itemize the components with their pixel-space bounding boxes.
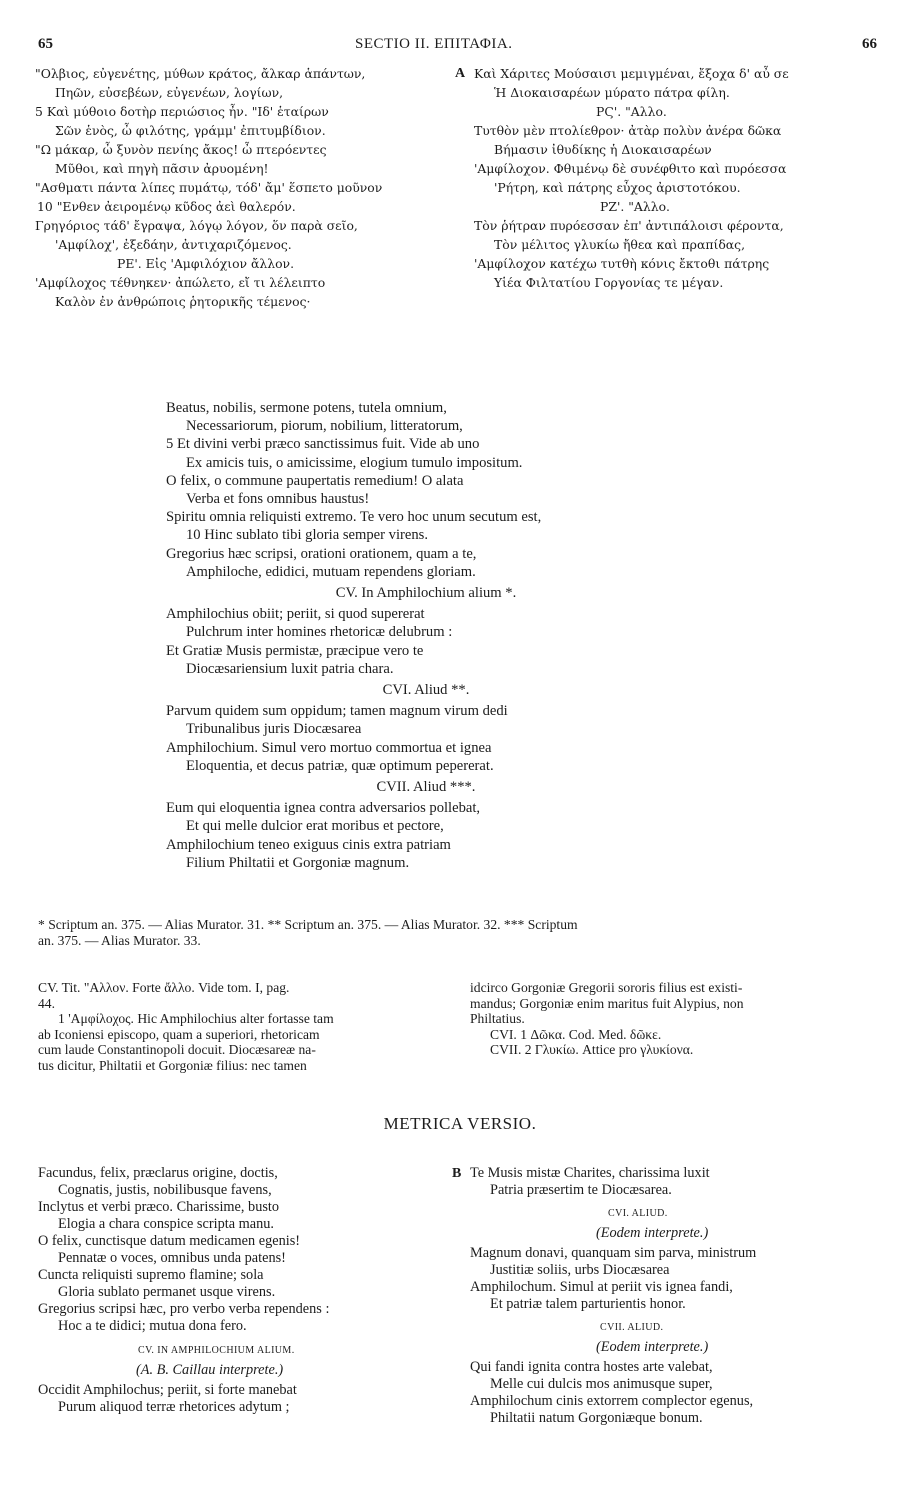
greek-line: 5 Καὶ μύθοιο δοτὴρ περιώσιος ἦν. "Ιδ' ἑταίρων xyxy=(35,104,329,119)
metrica-line: O felix, cunctisque datum medicamen egenis! xyxy=(38,1233,301,1249)
metrica-heading-cvii: CVII. ALIUD. xyxy=(600,1322,664,1333)
latin-line: Filium Philtatii et Gorgoniæ magnum. xyxy=(186,854,410,871)
metrica-line: Purum aliquod terræ rhetorices adytum ; xyxy=(58,1399,290,1415)
metrica-heading-cvi: CVI. ALIUD. xyxy=(608,1208,668,1219)
metrica-line: Hoc a te didici; mutua dona fero. xyxy=(58,1318,247,1334)
metrica-line: Te Musis mistæ Charites, charissima luxit xyxy=(470,1165,710,1181)
metrica-line: Justitiæ soliis, urbs Diocæsarea xyxy=(490,1262,670,1278)
metrica-line: Gloria sublato permanet usque virens. xyxy=(58,1284,276,1300)
latin-line: 5 Et divini verbi præco sanctissimus fuit. Vide ab uno xyxy=(166,436,480,453)
metrica-line: Patria præsertim te Diocæsarea. xyxy=(490,1182,672,1198)
latin-line: Et qui melle dulcior erat moribus et pectore, xyxy=(186,818,444,835)
latin-line: Verba et fons omnibus haustus! xyxy=(186,491,370,508)
metrica-title: METRICA VERSIO. xyxy=(383,1114,537,1133)
greek-line: "Ασθματι πάντα λίπες πυμάτῳ, τόδ' ἄμ' ἕσπετο μοῦνον xyxy=(35,180,383,195)
metrica-heading-cv: CV. IN AMPHILOCHIUM ALIUM. xyxy=(138,1345,295,1356)
latin-line: Eum qui eloquentia ignea contra adversarios pollebat, xyxy=(166,800,481,817)
metrica-line: Et patriæ talem parturientis honor. xyxy=(490,1296,686,1312)
latin-line: Beatus, nobilis, sermone potens, tutela omnium, xyxy=(166,400,447,416)
latin-translation xyxy=(166,399,686,872)
greek-line: Τὸν ῥήτραν πυρόεσσαν ἐπ' ἀντιπάλοισι φέροντα, xyxy=(474,218,784,233)
latin-line: Amphiloche, edidici, mutuam rependens gloriam. xyxy=(186,563,476,580)
notes-left xyxy=(38,980,334,1073)
greek-line: Τυτθὸν μὲν πτολίεθρον· ἀτὰρ πολὺν ἀνέρα δῶκα xyxy=(474,123,782,138)
footnote-scriptum xyxy=(38,917,578,948)
greek-line: Καλὸν ἐν ἀνθρώποις ῥητορικῆς τέμενος· xyxy=(55,294,311,309)
note-line: 44. xyxy=(38,995,55,1011)
metrica-line: Elogia a chara conspice scripta manu. xyxy=(58,1216,274,1232)
greek-line: Βήμασιν ἰθυδίκης ἡ Διοκαισαρέων xyxy=(494,142,712,157)
latin-line: 10 Hinc sublato tibi gloria semper virens. xyxy=(186,527,428,544)
metrica-interp: (Eodem interprete.) xyxy=(596,1339,709,1355)
greek-line: Γρηγόριος τάδ' ἔγραψα, λόγῳ λόγον, ὅν παρὰ σεῖο, xyxy=(35,218,358,233)
latin-line: O felix, o commune paupertatis remedium! O alata xyxy=(166,472,464,489)
poem-heading-rz: ΡΖ'. "Αλλο. xyxy=(600,199,670,214)
note-line: CVII. 2 Γλυκίω. Attice pro γλυκίονα. xyxy=(490,1042,694,1057)
metrica-line: Amphilochum cinis extorrem complector egenus, xyxy=(470,1393,754,1409)
greek-line: Μῦθοι, καὶ πηγὴ πᾶσιν ἀρυομένη! xyxy=(55,161,269,176)
greek-line: "Ω μάκαρ, ὦ ξυνὸν πενίης ἄκος! ὦ πτερόεντες xyxy=(35,142,327,157)
note-line: cum laude Constantinopoli docuit. Diocæsareæ na- xyxy=(38,1042,316,1057)
metrica-line: Magnum donavi, quanquam sim parva, ministrum xyxy=(470,1245,757,1261)
latin-line: Ex amicis tuis, o amicissime, elogium tumulo impositum. xyxy=(186,454,523,471)
greek-right-column xyxy=(474,64,789,292)
metrica-line: Gregorius scripsi hæc, pro verbo verba rependens : xyxy=(38,1301,330,1317)
latin-line: Amphilochium teneo exiguus cinis extra patriam xyxy=(166,836,451,853)
greek-left-column xyxy=(35,64,382,311)
note-line: tus dicitur, Philtatii et Gorgoniæ filius: nec tamen xyxy=(38,1057,307,1073)
latin-line: Gregorius hæc scripsi, orationi orationem, quam a te, xyxy=(166,545,477,562)
metrica-line: Melle cui dulcis mos animusque super, xyxy=(490,1376,713,1392)
latin-line: Pulchrum inter homines rhetoricæ delubrum : xyxy=(186,624,453,641)
page-number-left: 65 xyxy=(38,36,53,52)
poem-heading-pe: ΡΕ'. Εἰς 'Αμφιλόχιον ἄλλον. xyxy=(117,256,295,271)
note-line: Philtatius. xyxy=(470,1011,525,1026)
notes-right xyxy=(470,980,744,1058)
metrica-line: Amphilochum. Simul at periit vis ignea fandi, xyxy=(470,1279,733,1295)
metrica-line: Inclytus et verbi præco. Charissime, busto xyxy=(38,1199,280,1215)
greek-line: Ἡ Διοκαισαρέων μύρατο πάτρα φίλη. xyxy=(494,85,730,100)
greek-line: 'Αμφίλοχον κατέχω τυτθὴ κόνις ἔκτοθι πάτρης xyxy=(474,256,770,271)
column-marker-a: A xyxy=(455,66,466,81)
metrica-interp: (A. B. Caillau interprete.) xyxy=(136,1362,284,1378)
greek-line: 'Αμφίλοχ', ἐξεδάην, ἀντιχαριζόμενος. xyxy=(55,237,292,252)
latin-line: Eloquentia, et decus patriæ, quæ optimum pepererat. xyxy=(186,757,494,774)
note-line: 1 'Αμφίλοχος. Hic Amphilochius alter fortasse tam xyxy=(58,1011,334,1026)
metrica-line: Cuncta reliquisti supremo flamine; sola xyxy=(38,1267,264,1283)
note-line: CV. Tit. "Αλλον. Forte ἄλλο. Vide tom. I, pag. xyxy=(38,980,290,995)
latin-line: Parvum quidem sum oppidum; tamen magnum virum dedi xyxy=(166,703,508,720)
latin-line: Tribunalibus juris Diocæsarea xyxy=(186,721,362,738)
metrica-right-column xyxy=(470,1165,756,1427)
greek-line: 'Αμφίλοχον. Φθιμένῳ δὲ συνέφθιτο καὶ πυρόεσσα xyxy=(474,161,787,176)
footnote-line: * Scriptum an. 375. — Alias Murator. 31. ** Scriptum an. 375. — Alias Murator. 32. *** Scriptum xyxy=(38,917,578,932)
latin-line: Et Gratiæ Musis permistæ, præcipue vero te xyxy=(166,642,424,659)
greek-line: Σῶν ἑνὸς, ὦ φιλότης, γράμμ' ἐπιτυμβίδιον. xyxy=(55,123,326,138)
metrica-interp: (Eodem interprete.) xyxy=(596,1225,709,1241)
running-head: SECTIO II. EΠΙΤΑΦΙΑ. xyxy=(355,36,513,52)
greek-line: "Ολβιος, εὐγενέτης, μύθων κράτος, ἄλκαρ ἁπάντων, xyxy=(35,66,366,81)
footnote-line: an. 375. — Alias Murator. 33. xyxy=(38,932,201,948)
note-line: CVI. 1 Δῶκα. Cod. Med. δῶκε. xyxy=(490,1026,662,1042)
greek-line: Τὸν μέλιτος γλυκίω ἤθεα καὶ πραπίδας, xyxy=(494,237,746,252)
metrica-line: Cognatis, justis, nobilibusque favens, xyxy=(58,1182,272,1198)
metrica-line: Facundus, felix, præclarus origine, doctis, xyxy=(38,1165,278,1181)
metrica-line: Qui fandi ignita contra hostes arte valebat, xyxy=(470,1359,713,1375)
metrica-line: Occidit Amphilochus; periit, si forte manebat xyxy=(38,1382,297,1398)
metrica-line: Pennatæ o voces, omnibus unda patens! xyxy=(58,1250,286,1266)
note-line: ab Iconiensi episcopo, quam a superiori, rhetoricam xyxy=(38,1026,320,1042)
metrica-left-column xyxy=(38,1165,329,1416)
note-line: idcirco Gorgoniæ Gregorii sororis filius est existi- xyxy=(470,980,743,995)
latin-heading-cv: CV. In Amphilochium alium *. xyxy=(335,585,517,602)
page-number-right: 66 xyxy=(862,36,877,52)
greek-line: 10 "Ενθεν ἀειρομένῳ κῦδος ἀεὶ θαλερόν. xyxy=(37,199,296,214)
latin-line: Amphilochius obiit; periit, si quod supererat xyxy=(166,606,425,623)
metrica-line: Philtatii natum Gorgoniæque bonum. xyxy=(490,1410,703,1426)
latin-line: Diocæsariensium luxit patria chara. xyxy=(186,660,394,677)
latin-line: Spiritu omnia reliquisti extremo. Te vero hoc unum secutum est, xyxy=(166,509,542,526)
note-line: mandus; Gorgoniæ enim maritus fuit Alypius, non xyxy=(470,995,744,1011)
greek-line: Καὶ Χάριτες Μούσαισι μεμιγμέναι, ἔξοχα δ' αὖ σε xyxy=(474,66,789,81)
greek-line: Υἱέα Φιλτατίου Γοργονίας τε μέγαν. xyxy=(494,275,724,290)
greek-line: 'Ρήτρη, καὶ πάτρης εὖχος ἀριστοτόκου. xyxy=(494,180,741,195)
poem-heading-rs: ΡϚ'. "Αλλο. xyxy=(596,104,667,119)
latin-heading-cvii: CVII. Aliud ***. xyxy=(376,779,476,796)
latin-heading-cvi: CVI. Aliud **. xyxy=(382,682,470,699)
greek-line: Πηῶν, εὐσεβέων, εὐγενέων, λογίων, xyxy=(55,85,284,100)
column-marker-b: B xyxy=(452,1166,462,1181)
greek-line: 'Αμφίλοχος τέθνηκεν· ἀπώλετο, εἴ τι λέλειπτο xyxy=(35,275,326,290)
latin-line: Necessariorum, piorum, nobilium, litteratorum, xyxy=(186,418,463,435)
latin-line: Amphilochium. Simul vero mortuo commortua et ignea xyxy=(166,739,492,756)
